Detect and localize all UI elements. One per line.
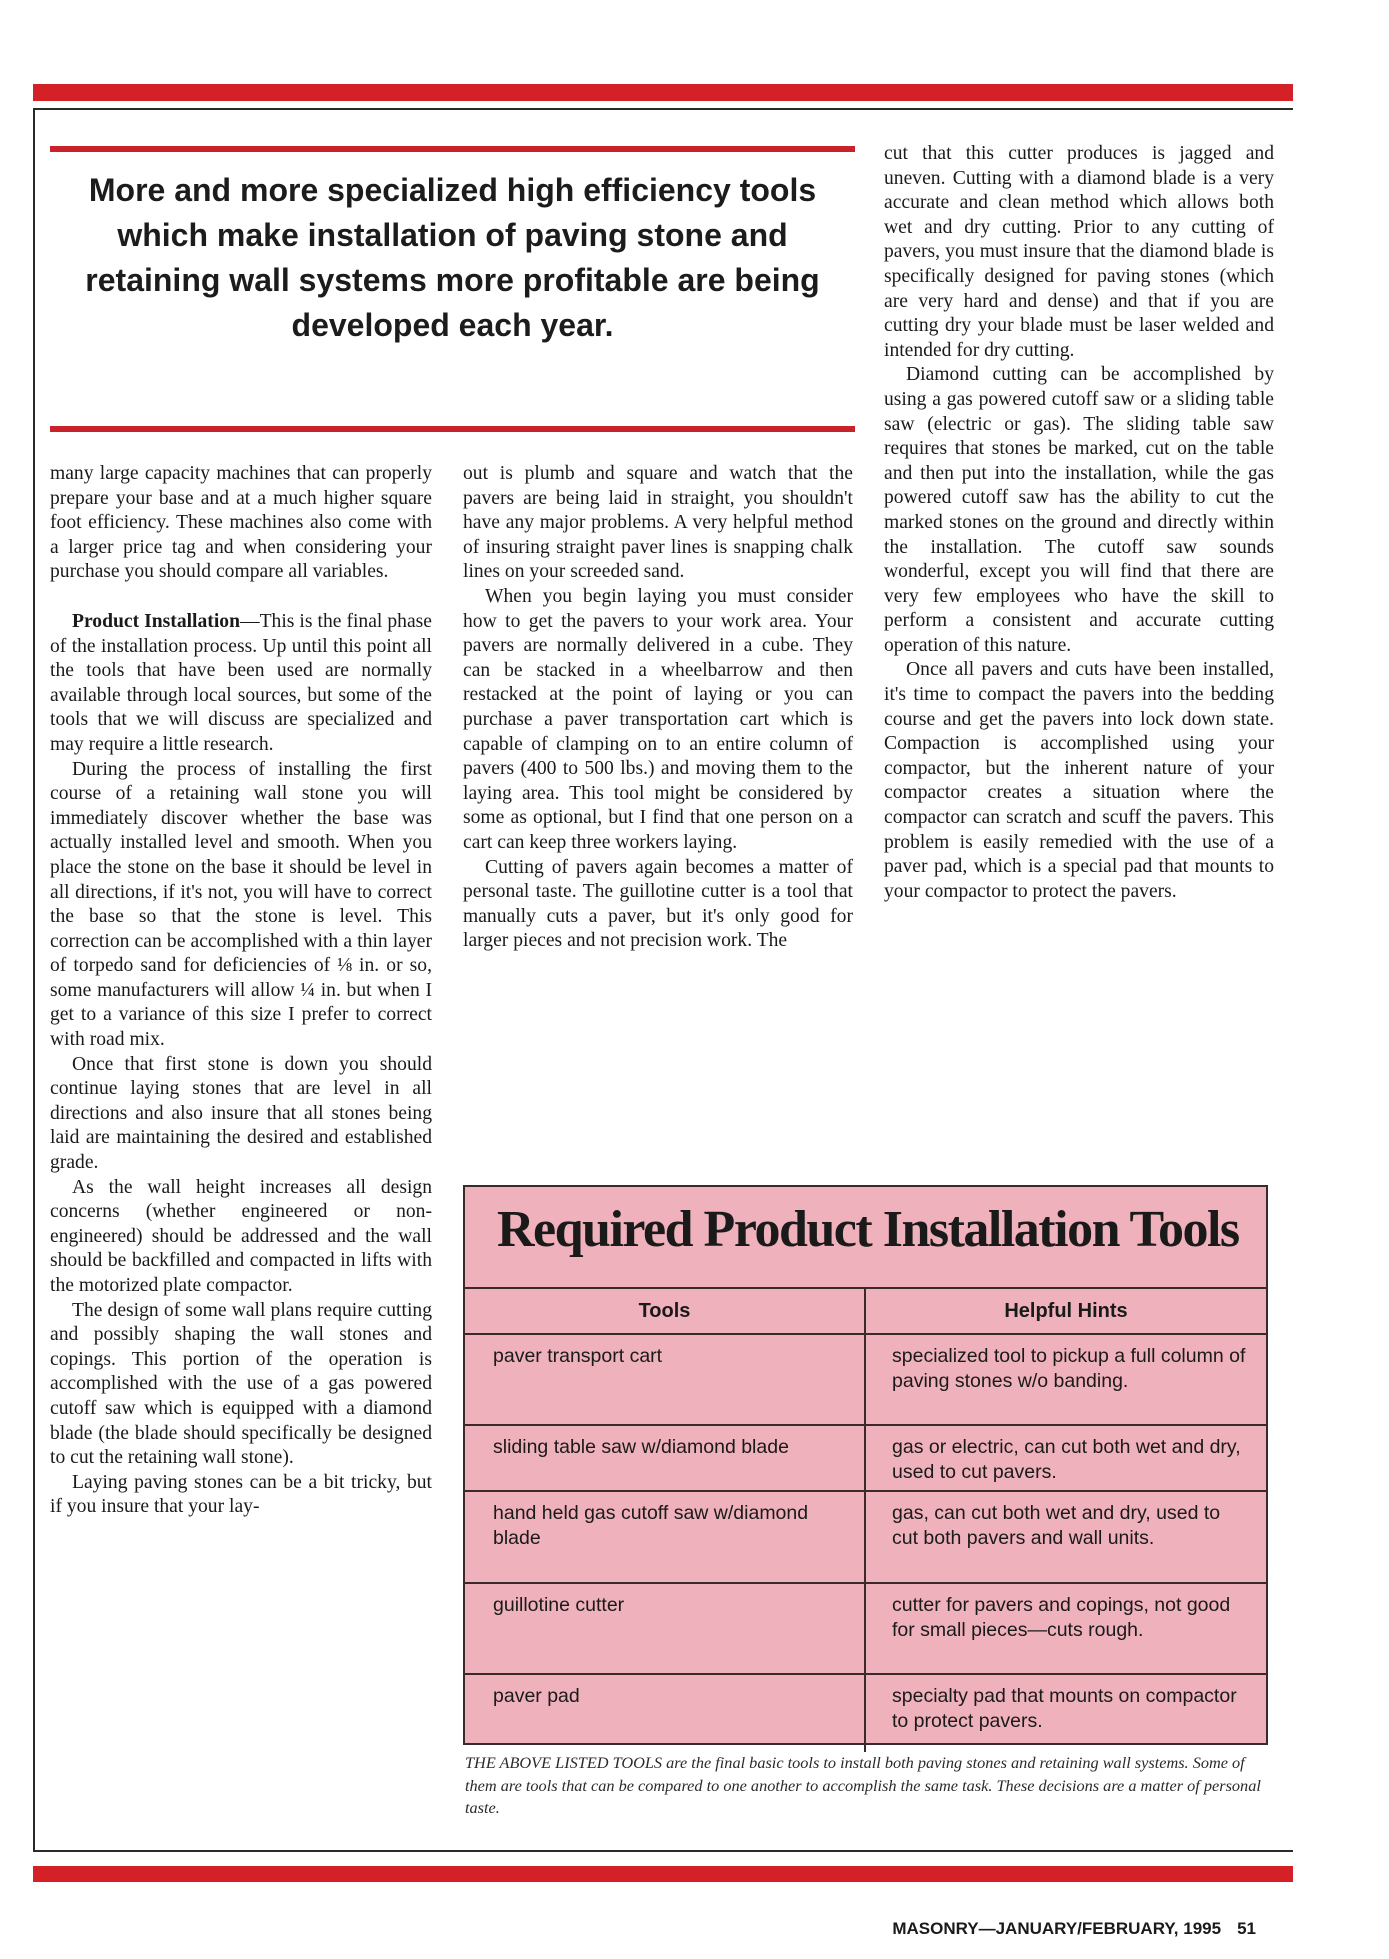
- publication-line: MASONRY—JANUARY/FEBRUARY, 1995: [892, 1919, 1222, 1938]
- top-red-bar: [33, 84, 1293, 101]
- pullquote-bottom-rule: [50, 426, 855, 432]
- table-row: [465, 1425, 1266, 1491]
- table-row: [465, 1334, 1266, 1425]
- paragraph-text: —This is the final phase of the installation process. Up until this point all the tools that have been used are normally available through local sources, but some of the tools that we will discuss are specialized and may require a little research.: [50, 610, 433, 755]
- frame-top-rule: [33, 108, 1293, 110]
- paragraph: As the wall height increases all design concerns (whether engineered or non-engineered) should be addressed and the wall should be backfilled and compacted in lifts with the motorized plate compactor.: [50, 1176, 432, 1296]
- paragraph: Cutting of pavers again becomes a matter of personal taste. The guillotine cutter is a tool that manually cuts a paver, but it's only good for larger pieces and not precision work. The: [463, 856, 853, 952]
- article-column-2: [463, 462, 853, 954]
- tools-table: [465, 1287, 1266, 1752]
- hint-cell: gas, can cut both wet and dry, used to cut both pavers and wall units.: [865, 1491, 1266, 1583]
- paragraph: Once that first stone is down you should continue laying stones that are level in all directions and also insure that all stones being laid are maintaining the desired and established grade.: [50, 1053, 432, 1174]
- pullquote-top-rule: [50, 146, 855, 152]
- page-number: 51: [1237, 1919, 1256, 1938]
- pullquote: More and more specialized high efficiency tools which make installation of paving stone and retaining wall systems more profitable are being developed each year.: [85, 172, 820, 343]
- frame-bottom-rule: [33, 1850, 1293, 1852]
- page-footer: [892, 1919, 1256, 1939]
- frame-left-rule: [33, 108, 35, 1850]
- column-header-hints: Helpful Hints: [865, 1288, 1266, 1334]
- paragraph: When you begin laying you must consider how to get the pavers to your work area. Your pavers are normally delivered in a cube. They can be stacked in a wheelbarrow and then restacked at the point of laying or you can purchase a paver transportation cart which is capable of clamping on to an entire column of pavers (400 to 500 lbs.) and moving them to the laying area. This tool might be considered by some as optional, but I find that one person on a cart can keep three workers laying.: [463, 585, 853, 853]
- article-column-1: [50, 462, 432, 1520]
- paragraph: many large capacity machines that can properly prepare your base and at a much higher square foot efficiency. These machines also come with a larger price tag and when considering your purchase you should compare all variables.: [50, 463, 432, 583]
- table-row: [465, 1583, 1266, 1674]
- paragraph: Laying paving stones can be a bit tricky, but if you insure that your lay-: [50, 1471, 432, 1518]
- table-row: [465, 1491, 1266, 1583]
- required-tools-box: [463, 1185, 1268, 1745]
- paragraph: During the process of installing the first course of a retaining wall stone you will immediately discover whether the base was actually installed level and smooth. When you place the stone on the base it should be level in all directions, if it's not, you will have to correct the base so that the stone is level. This correction can be accomplished with a thin layer of torpedo sand for deficiencies of ⅛ in. or so, some manufacturers will allow ¼ in. but when I get to a variance of this size I prefer to correct with road mix.: [50, 758, 432, 1051]
- run-in-heading: Product Installation: [72, 610, 240, 632]
- tool-cell: sliding table saw w/diamond blade: [465, 1425, 865, 1491]
- tool-cell: hand held gas cutoff saw w/diamond blade: [465, 1491, 865, 1583]
- tools-box-title: Required Product Installation Tools: [497, 1201, 1239, 1258]
- paragraph: The design of some wall plans require cutting and possibly shaping the wall stones and copings. This portion of the operation is accomplished with the use of a gas powered cutoff saw which is equipped with a diamond blade (the blade should specifically be designed to cut the retaining wall stone).: [50, 1299, 432, 1469]
- paragraph-product-installation: [50, 610, 432, 758]
- hint-cell: cutter for pavers and copings, not good for small pieces—cuts rough.: [865, 1583, 1266, 1674]
- tool-cell: paver pad: [465, 1674, 865, 1752]
- paragraph: Once all pavers and cuts have been installed, it's time to compact the pavers into the bedding course and get the pavers into lock down state. Compaction is accomplished using your compactor, but the inherent nature of your compactor creates a situation where the compactor can scratch and scuff the pavers. This problem is easily remedied with the use of a paver pad, which is a special pad that mounts to your compactor to protect the pavers.: [884, 659, 1274, 902]
- hint-cell: gas or electric, can cut both wet and dry, used to cut pavers.: [865, 1425, 1266, 1491]
- tool-cell: guillotine cutter: [465, 1583, 865, 1674]
- hint-cell: specialized tool to pickup a full column of paving stones w/o banding.: [865, 1334, 1266, 1425]
- tools-box-caption: THE ABOVE LISTED TOOLS are the final basic tools to install both paving stones and retaining wall systems. Some of them are tools that can be compared to one another to accomplish the same task. These decisions are a matter of personal taste.: [465, 1753, 1261, 1817]
- table-row: [465, 1674, 1266, 1752]
- paragraph: cut that this cutter produces is jagged and uneven. Cutting with a diamond blade is a very accurate and clean method which allows both wet and dry cutting. Prior to any cutting of pavers, you must insure that the diamond blade is specifically designed for paving stones (which are very hard and dense) and that if you are cutting dry your blade must be laser welded and intended for dry cutting.: [884, 143, 1274, 361]
- tool-cell: paver transport cart: [465, 1334, 865, 1425]
- paragraph: out is plumb and square and watch that the pavers are being laid in straight, you shouldn't have any major problems. A very helpful method of insuring straight paver lines is snapping chalk lines on your screeded sand.: [463, 463, 853, 583]
- bottom-red-bar: [33, 1866, 1293, 1882]
- article-column-3: [884, 142, 1274, 904]
- column-header-tools: Tools: [465, 1288, 865, 1334]
- hint-cell: specialty pad that mounts on compactor to protect pavers.: [865, 1674, 1266, 1752]
- table-header-row: [465, 1288, 1266, 1334]
- paragraph: Diamond cutting can be accomplished by using a gas powered cutoff saw or a sliding table saw (electric or gas). The sliding table saw requires that stones be marked, cut on the table and then put into the installation, while the gas powered cutoff saw has the ability to cut the marked stones on the ground and directly within the installation. The cutoff saw sounds wonderful, except you will find that there are very few employees who have the skill to perform a consistent and accurate cutting operation of this nature.: [884, 364, 1274, 656]
